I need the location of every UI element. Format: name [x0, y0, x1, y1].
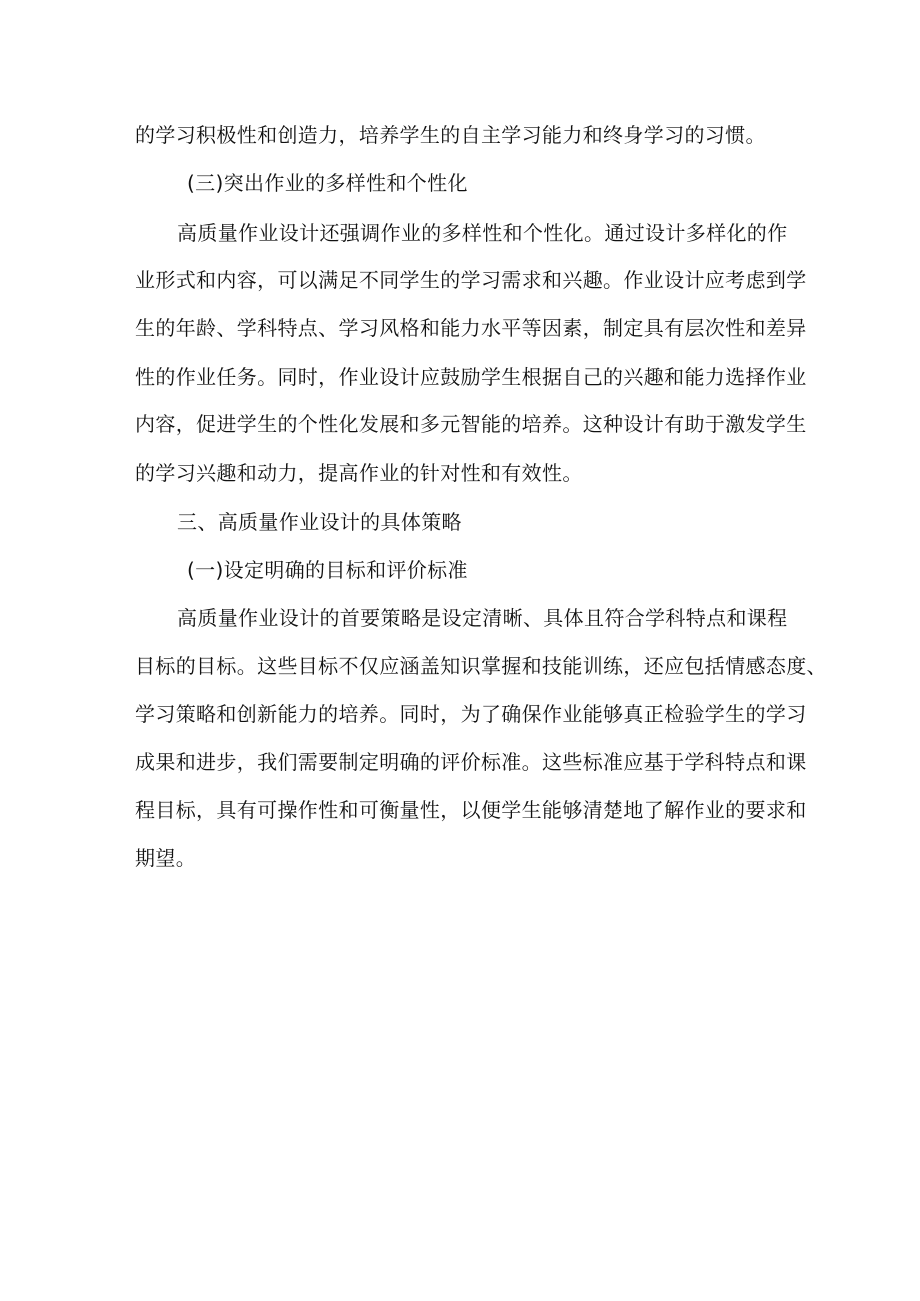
paragraph-line: 高质量作业设计还强调作业的多样性和个性化。通过设计多样化的作	[177, 221, 788, 245]
paragraph-line: 业形式和内容，可以满足不同学生的学习需求和兴趣。作业设计应考虑到学	[135, 268, 807, 292]
paragraph-line: 程目标，具有可操作性和可衡量性，以便学生能够清楚地了解作业的要求和	[135, 798, 807, 822]
paragraph-line: 学习策略和创新能力的培养。同时，为了确保作业能够真正检验学生的学习	[135, 702, 807, 726]
paragraph-line: 期望。	[135, 846, 197, 870]
section-heading: (一)设定明确的目标和评价标准	[187, 558, 468, 582]
paragraph-line: 的学习兴趣和动力，提高作业的针对性和有效性。	[135, 461, 583, 485]
paragraph-line: 高质量作业设计的首要策略是设定清晰、具体且符合学科特点和课程	[177, 606, 788, 630]
paragraph-line: 目标的目标。这些目标不仅应涵盖知识掌握和技能训练，还应包括情感态度、	[135, 654, 827, 678]
chapter-heading: 三、高质量作业设计的具体策略	[177, 510, 462, 534]
paragraph-line: 内容，促进学生的个性化发展和多元智能的培养。这种设计有助于激发学生	[135, 412, 807, 436]
paragraph-line: 成果和进步，我们需要制定明确的评价标准。这些标准应基于学科特点和课	[135, 750, 807, 774]
paragraph-line: 的学习积极性和创造力，培养学生的自主学习能力和终身学习的习惯。	[135, 123, 766, 147]
paragraph-line: 性的作业任务。同时，作业设计应鼓励学生根据自己的兴趣和能力选择作业	[135, 365, 807, 389]
section-heading: (三)突出作业的多样性和个性化	[187, 171, 468, 195]
paragraph-line: 生的年龄、学科特点、学习风格和能力水平等因素，制定具有层次性和差异	[135, 316, 807, 340]
